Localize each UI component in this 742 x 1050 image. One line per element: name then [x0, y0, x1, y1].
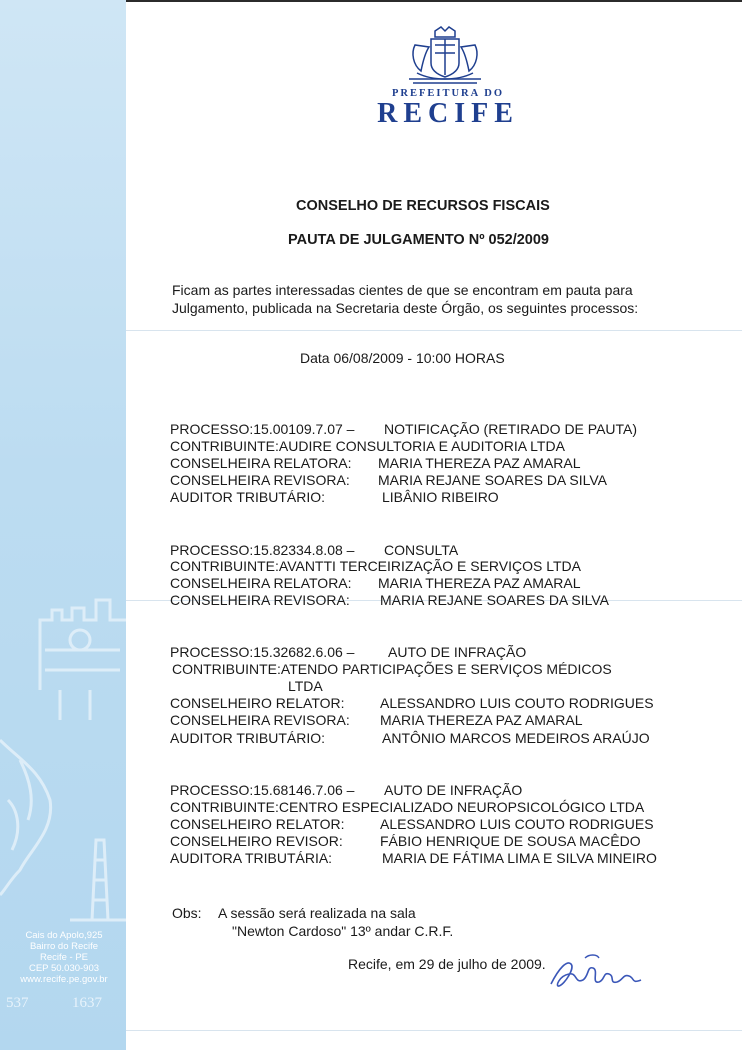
process-number: PROCESSO:15.32682.6.06 –: [170, 644, 355, 660]
process-contribuinte-cont: LTDA: [288, 678, 323, 694]
city-illustration-watermark: [0, 0, 126, 1050]
role-label: CONSELHEIRO RELATOR:: [170, 816, 345, 832]
role-label: CONSELHEIRA REVISORA:: [170, 472, 350, 488]
process-type: AUTO DE INFRAÇÃO: [384, 782, 523, 798]
role-label: AUDITORA TRIBUTÁRIA:: [170, 850, 333, 866]
process-number: PROCESSO:15.82334.8.08 –: [170, 542, 355, 558]
obs-line: "Newton Cardoso" 13º andar C.R.F.: [232, 923, 454, 939]
city-logo-text: RECIFE: [377, 98, 519, 129]
document-title: CONSELHO DE RECURSOS FISCAIS: [296, 198, 550, 214]
obs-label: Obs:: [172, 905, 202, 921]
role-name: ANTÔNIO MARCOS MEDEIROS ARAÚJO: [382, 730, 650, 746]
process-type: NOTIFICAÇÃO (RETIRADO DE PAUTA): [384, 421, 638, 437]
role-label: CONSELHEIRO RELATOR:: [170, 695, 345, 711]
role-name: LIBÂNIO RIBEIRO: [382, 489, 499, 505]
role-label: AUDITOR TRIBUTÁRIO:: [170, 489, 326, 505]
obs-line: A sessão será realizada na sala: [218, 905, 416, 921]
address-block: [8, 930, 120, 985]
signature-icon: [545, 950, 655, 995]
top-border: [126, 0, 742, 2]
role-label: CONSELHEIRO REVISOR:: [170, 833, 343, 849]
process-contribuinte: CONTRIBUINTE:AUDIRE CONSULTORIA E AUDITORIA LTDA: [170, 438, 565, 454]
address-line: Bairro do Recife: [29, 941, 99, 952]
role-name: MARIA DE FÁTIMA LIMA E SILVA MINEIRO: [382, 850, 657, 866]
address-line: CEP 50.030-903: [28, 963, 100, 974]
year-right: 1637: [72, 995, 102, 1011]
role-name: ALESSANDRO LUIS COUTO RODRIGUES: [380, 695, 654, 711]
process-type: AUTO DE INFRAÇÃO: [388, 644, 527, 660]
divider: [126, 330, 742, 331]
intro-line: Ficam as partes interessadas cientes de que se encontram em pauta para: [172, 282, 633, 298]
session-date: Data 06/08/2009 - 10:00 HORAS: [300, 350, 505, 366]
process-type: CONSULTA: [384, 542, 459, 558]
role-label: CONSELHEIRA RELATORA:: [170, 455, 352, 471]
divider: [126, 1030, 742, 1031]
process-contribuinte: CONTRIBUINTE:AVANTTI TERCEIRIZAÇÃO E SERVIÇOS LTDA: [170, 558, 581, 574]
role-name: MARIA THEREZA PAZ AMARAL: [378, 455, 581, 471]
prefeitura-label: PREFEITURA DO: [391, 88, 505, 99]
role-label: CONSELHEIRA REVISORA:: [170, 592, 350, 608]
role-name: MARIA REJANE SOARES DA SILVA: [378, 472, 607, 488]
year-left: 537: [6, 995, 29, 1011]
process-number: PROCESSO:15.68146.7.06 –: [170, 782, 355, 798]
process-contribuinte: CONTRIBUINTE:CENTRO ESPECIALIZADO NEUROPSICOLÓGICO LTDA: [170, 799, 645, 815]
process-number: PROCESSO:15.00109.7.07 –: [170, 421, 355, 437]
coat-of-arms-icon: [405, 25, 485, 85]
role-name: MARIA THEREZA PAZ AMARAL: [380, 712, 583, 728]
closing-date: Recife, em 29 de julho de 2009.: [348, 956, 546, 972]
document-subtitle: PAUTA DE JULGAMENTO Nº 052/2009: [288, 232, 549, 248]
sidebar-band: [0, 0, 126, 1050]
role-name: MARIA THEREZA PAZ AMARAL: [378, 575, 581, 591]
role-label: CONSELHEIRA REVISORA:: [170, 712, 350, 728]
address-line: www.recife.pe.gov.br: [20, 974, 108, 985]
role-name: MARIA REJANE SOARES DA SILVA: [380, 592, 609, 608]
address-line: Cais do Apolo,925: [25, 930, 103, 941]
process-contribuinte: CONTRIBUINTE:ATENDO PARTICIPAÇÕES E SERVIÇOS MÉDICOS: [172, 661, 612, 677]
role-name: FÁBIO HENRIQUE DE SOUSA MACÊDO: [380, 833, 641, 849]
role-label: AUDITOR TRIBUTÁRIO:: [170, 730, 326, 746]
address-line: Recife - PE: [39, 952, 89, 963]
role-label: CONSELHEIRA RELATORA:: [170, 575, 352, 591]
intro-line: Julgamento, publicada na Secretaria deste Órgão, os seguintes processos:: [172, 300, 639, 316]
role-name: ALESSANDRO LUIS COUTO RODRIGUES: [380, 816, 654, 832]
